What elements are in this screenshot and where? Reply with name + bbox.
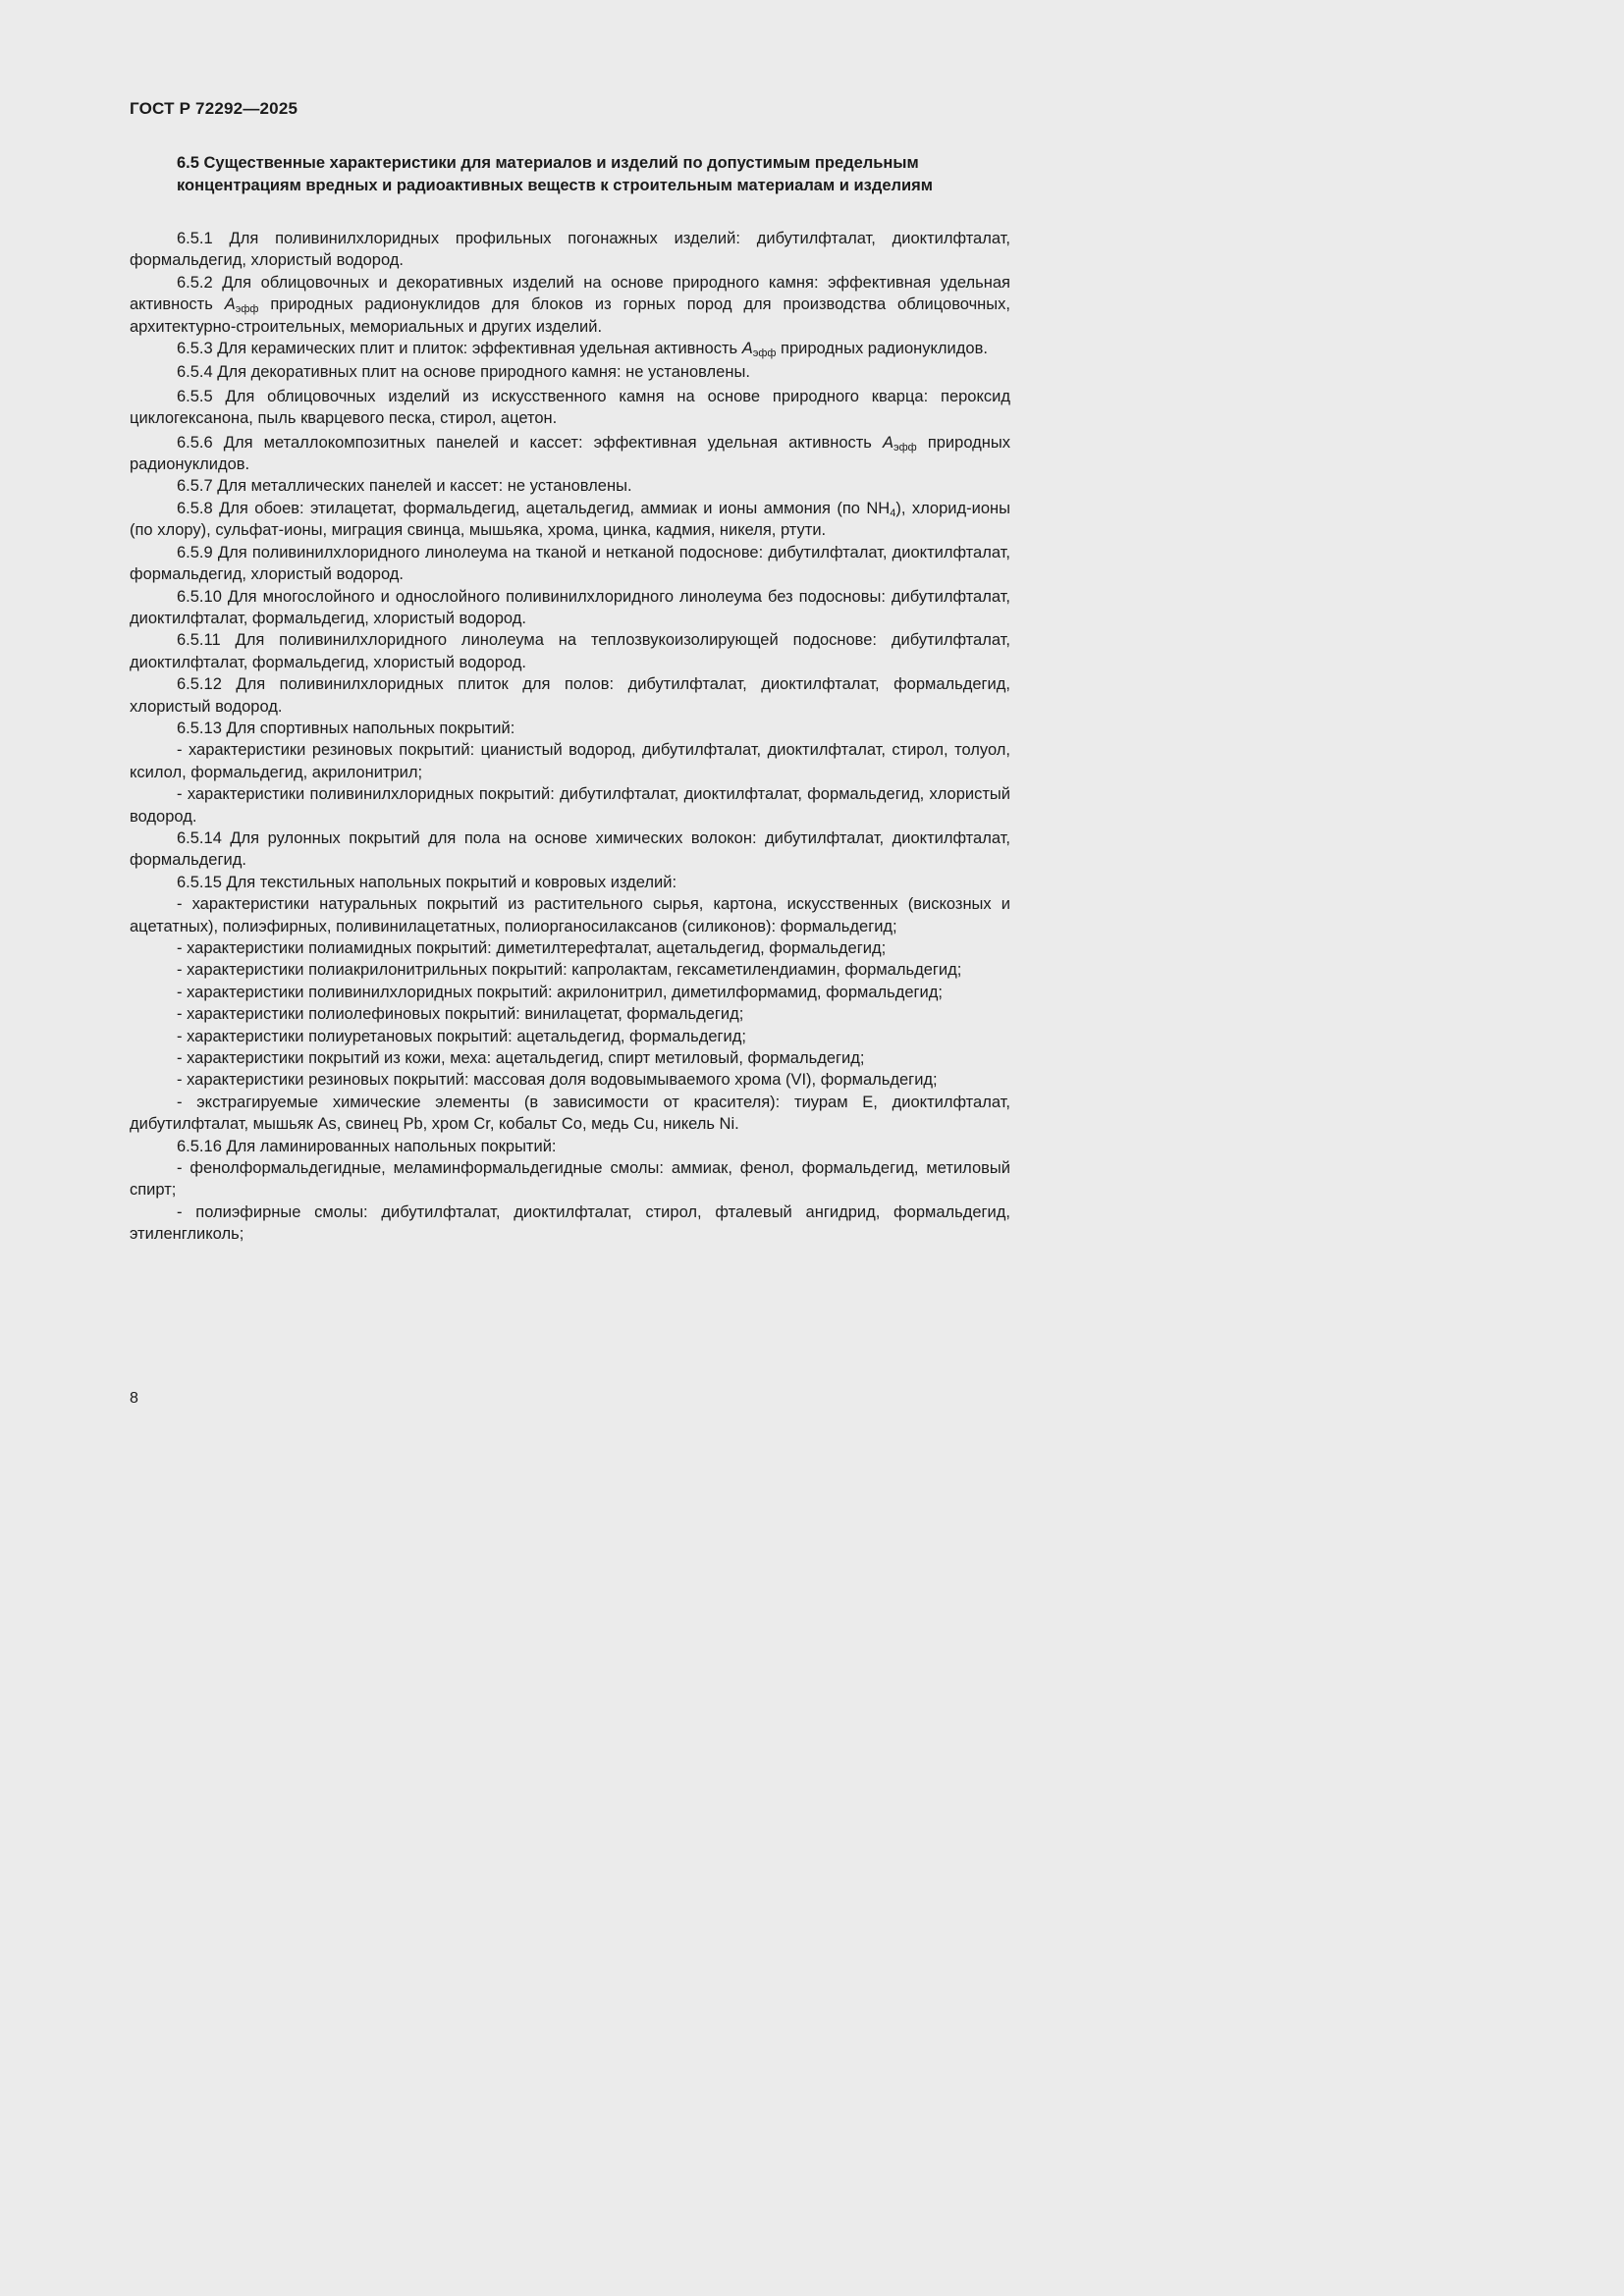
list-item: - характеристики натуральных покрытий из растительного сырья, картона, искусственных (вискозных и ацетатных), полиэфирных, поливинилацетатных, полиорганосилаксанов (силиконов): формальдегид; xyxy=(130,895,1010,935)
clause-text: природных радионуклидов для блоков из горных пород для производства облицовочных, архитектурно-строительных, мемориальных и других изделий. xyxy=(130,295,1010,336)
clause-6-5-15: 6.5.15 Для текстильных напольных покрытий и ковровых изделий: xyxy=(177,873,677,891)
clause-text: 6.5.8 Для обоев: этилацетат, формальдегид, ацетальдегид, аммиак и ионы аммония (по xyxy=(177,499,867,517)
clause-6-5-16: 6.5.16 Для ламинированных напольных покрытий: xyxy=(177,1137,557,1155)
clause-6-5-14: 6.5.14 Для рулонных покрытий для пола на основе химических волокон: дибутилфталат, диоктилфталат, формальдегид. xyxy=(130,828,1010,870)
list-item: - характеристики полиуретановых покрытий: ацетальдегид, формальдегид; xyxy=(177,1027,746,1045)
clause-6-5-12: 6.5.12 Для поливинилхлоридных плиток для полов: дибутилфталат, диоктилфталат, формальдегид, хлористый водород. xyxy=(130,675,1010,716)
clause-6-5-10: 6.5.10 Для многослойного и однослойного поливинилхлоридного линолеума без подосновы: дибутилфталат, диоктилфталат, формальдегид, хлористый водород. xyxy=(130,587,1010,627)
clause-6-5-3 xyxy=(130,338,1010,359)
clause-text: ), хлорид-ионы (по хлору), сульфат-ионы, миграция свинца, мышьяка, хрома, цинка, кадмия, никеля, ртути. xyxy=(130,499,1010,540)
clause-text: 6.5.6 Для металлокомпозитных панелей и кассет: эффективная удельная активность xyxy=(177,433,883,452)
list-item: - характеристики полиакрилонитрильных покрытий: капролактам, гексаметилендиамин, формальдегид; xyxy=(177,961,962,980)
page-number: 8 xyxy=(130,1390,138,1407)
clause-6-5-5: 6.5.5 Для облицовочных изделий из искусственного камня на основе природного кварца: пероксид циклогексанона, пыль кварцевого песка, стирол, ацетон. xyxy=(130,387,1010,428)
clause-6-5-4: 6.5.4 Для декоративных плит на основе природного камня: не установлены. xyxy=(177,363,750,382)
list-item: - характеристики поливинилхлоридных покрытий: дибутилфталат, диоктилфталат, формальдегид, хлористый водород. xyxy=(130,785,1010,826)
activity-symbol: A xyxy=(883,433,894,452)
list-item: - экстрагируемые химические элементы (в зависимости от красителя): тиурам Е, диоктилфталат, дибутилфталат, мышьяк As, свинец Pb, хром Cr, кобальт Co, медь Cu, никель Ni. xyxy=(130,1093,1010,1134)
list-item: - характеристики полиамидных покрытий: диметилтерефталат, ацетальдегид, формальдегид; xyxy=(177,939,887,957)
list-item: - фенолформальдегидные, меламинформальдегидные смолы: аммиак, фенол, формальдегид, метиловый спирт; xyxy=(130,1159,1010,1200)
clause-6-5-1: 6.5.1 Для поливинилхлоридных профильных погонажных изделий: дибутилфталат, диоктилфталат, формальдегид, хлористый водород. xyxy=(130,230,1010,270)
list-item: - характеристики резиновых покрытий: массовая доля водовымываемого хрома (VI), формальдегид; xyxy=(177,1071,938,1090)
clause-6-5-13: 6.5.13 Для спортивных напольных покрытий: xyxy=(177,719,515,737)
document-id-header: ГОСТ Р 72292—2025 xyxy=(130,99,298,118)
clause-6-5-2 xyxy=(130,272,1010,338)
clause-text: природных радионуклидов. xyxy=(130,433,1010,474)
clause-6-5-9: 6.5.9 Для поливинилхлоридного линолеума на тканой и нетканой подоснове: дибутилфталат, диоктилфталат, формальдегид, хлористый водород. xyxy=(130,543,1010,584)
activity-subscript: эфф xyxy=(235,303,259,316)
clause-6-5-6 xyxy=(130,432,1010,476)
list-item: - полиэфирные смолы: дибутилфталат, диоктилфталат, стирол, фталевый ангидрид, формальдегид, этиленгликоль; xyxy=(130,1202,1010,1244)
section-body xyxy=(130,228,1010,1246)
list-item: - характеристики покрытий из кожи, меха: ацетальдегид, спирт метиловый, формальдегид; xyxy=(177,1049,865,1068)
activity-symbol: A xyxy=(741,340,753,358)
list-item: - характеристики полиолефиновых покрытий: винилацетат, формальдегид; xyxy=(177,1005,744,1024)
clause-text: 6.5.3 Для керамических плит и плиток: эффективная удельная активность xyxy=(177,340,742,358)
clause-6-5-7: 6.5.7 Для металлических панелей и кассет: не установлены. xyxy=(177,477,632,496)
clause-text: 6.5.2 Для облицовочных и декоративных изделий на основе природного камня: эффективная удельная активность xyxy=(130,273,1010,314)
list-item: - характеристики поливинилхлоридных покрытий: акрилонитрил, диметилформамид, формальдегид; xyxy=(177,983,943,1001)
ammonium-subscript: 4 xyxy=(890,507,896,519)
document-page xyxy=(0,0,1089,1539)
section-heading: 6.5 Существенные характеристики для материалов и изделий по допустимым предельным концентрациям вредных и радиоактивных веществ к строительным материалам и изделиям xyxy=(177,154,933,194)
clause-6-5-8 xyxy=(130,498,1010,542)
activity-subscript: эфф xyxy=(893,441,917,454)
activity-subscript: эфф xyxy=(752,347,777,360)
activity-symbol: A xyxy=(224,295,236,314)
clause-text: природных радионуклидов. xyxy=(776,340,988,358)
clause-6-5-11: 6.5.11 Для поливинилхлоридного линолеума на теплозвукоизолирующей подоснове: дибутилфталат, диоктилфталат, формальдегид, хлористый водород. xyxy=(130,631,1010,671)
ammonium-symbol: NH xyxy=(866,499,891,517)
list-item: - характеристики резиновых покрытий: цианистый водород, дибутилфталат, диоктилфталат, стирол, толуол, ксилол, формальдегид, акрилонитрил; xyxy=(130,741,1010,781)
